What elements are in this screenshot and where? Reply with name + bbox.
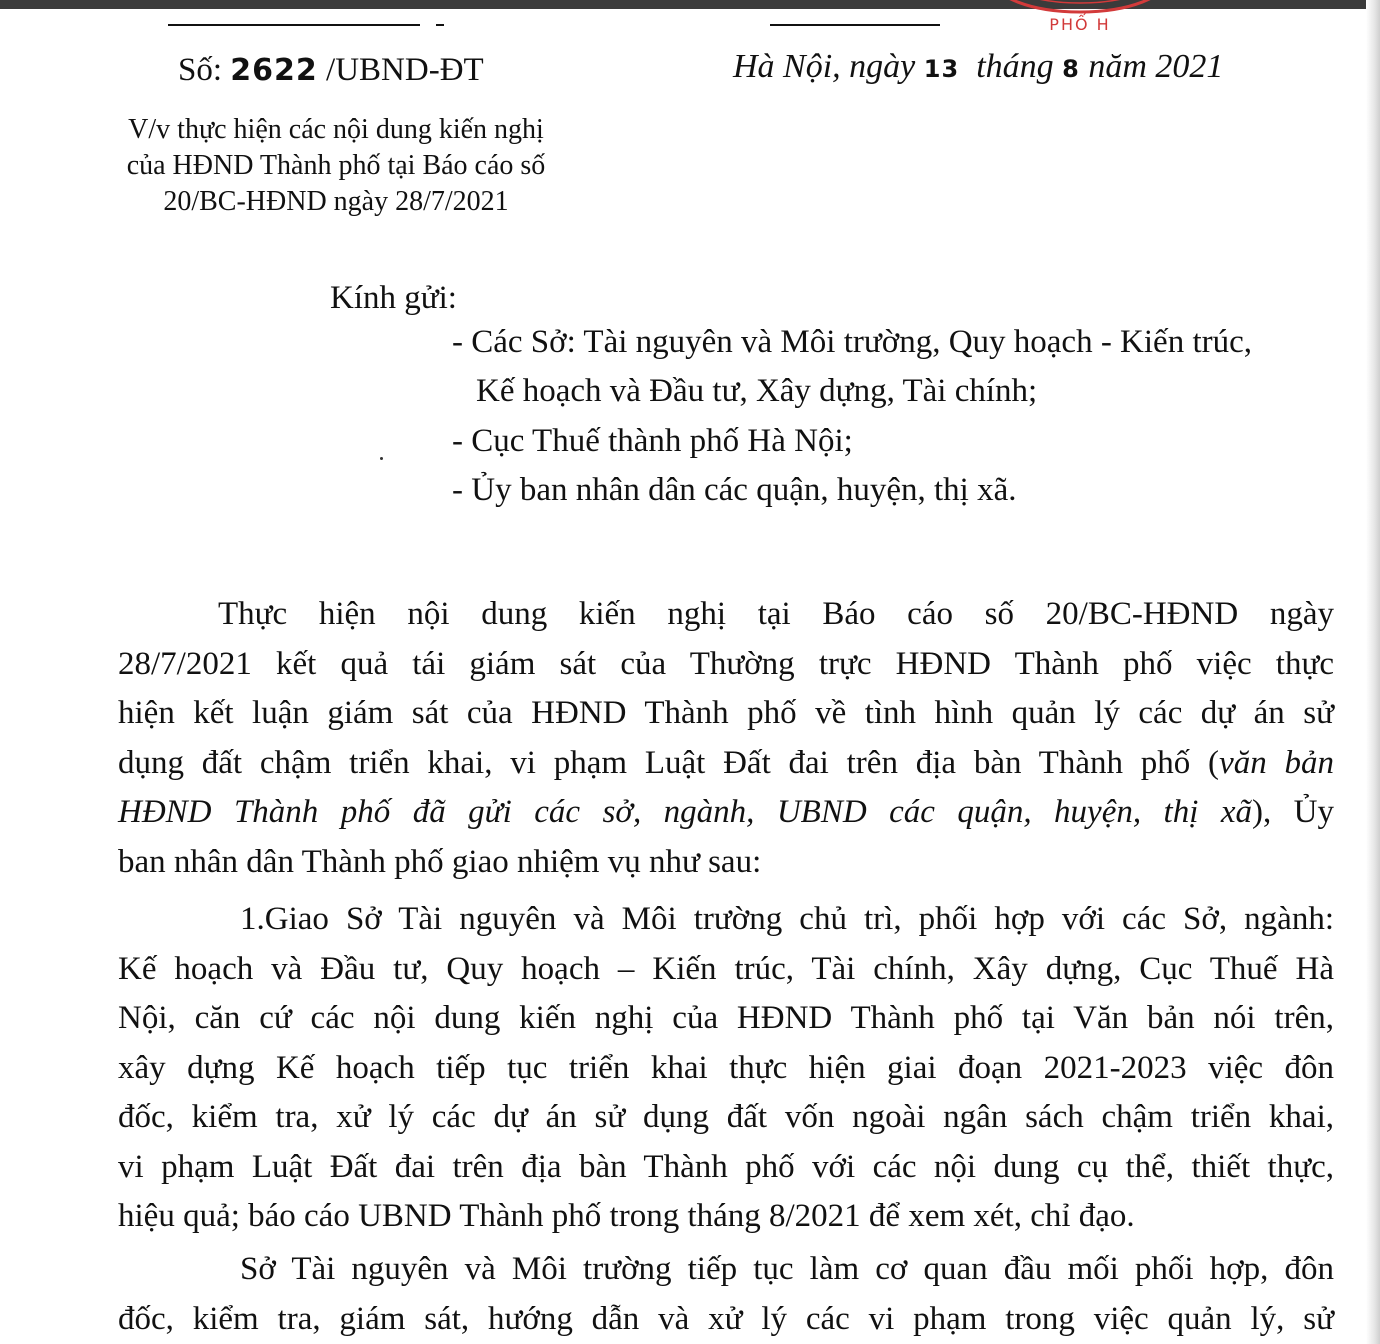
- official-seal-stamp: [985, 0, 1175, 42]
- header-rule-left: [168, 24, 420, 26]
- recipient-item: - Các Sở: Tài nguyên và Môi trường, Quy hoạch - Kiến trúc,: [452, 324, 1253, 360]
- header-rule-right: [770, 24, 940, 26]
- subject-line: của HĐND Thành phố tại Báo cáo số: [126, 150, 546, 181]
- text-segment-italic: HĐND Thành phố đã gửi các sở, ngành, UBND các quận, huyện, thị xã: [118, 794, 1252, 830]
- text-line: hiệu quả; báo cáo UBND Thành phố trong tháng 8/2021 để xem xét, chỉ đạo.: [118, 1198, 1135, 1234]
- recipient-item-continuation: Kế hoạch và Đầu tư, Xây dựng, Tài chính;: [476, 373, 1038, 409]
- body-paragraph-2: [118, 895, 1334, 1242]
- recipients-title: Kính gửi:: [330, 280, 457, 316]
- page-edge-shadow: [1366, 0, 1380, 1344]
- document-number: 2622: [230, 53, 318, 88]
- body-paragraph-3: [118, 1245, 1334, 1344]
- text-line: Thực hiện nội dung kiến nghị tại Báo cáo số 20/BC-HĐND ngày: [218, 596, 1334, 632]
- subject-block: [96, 112, 576, 220]
- date-month-word: tháng: [976, 48, 1054, 85]
- text-line: [118, 788, 1334, 838]
- text-segment: dụng đất chậm triển khai, vi phạm Luật Đất đai trên địa bàn Thành phố (: [118, 744, 1220, 781]
- recipient-item: - Cục Thuế thành phố Hà Nội;: [452, 423, 853, 459]
- text-line: xây dựng Kế hoạch tiếp tục triển khai thực hiện giai đoạn 2021-2023 việc đôn: [118, 1049, 1334, 1086]
- recipient-item: - Ủy ban nhân dân các quận, huyện, thị xã.: [452, 472, 1017, 508]
- text-line: Kế hoạch và Đầu tư, Quy hoạch – Kiến trúc, Tài chính, Xây dựng, Cục Thuế Hà: [118, 950, 1334, 987]
- body-paragraph-1: [118, 590, 1334, 887]
- text-line: hiện kết luận giám sát của HĐND Thành phố về tình hình quản lý các dự án sử: [118, 695, 1334, 731]
- text-line: vi phạm Luật Đất đai trên địa bàn Thành phố với các nội dung cụ thể, thiết thực,: [118, 1148, 1334, 1185]
- stamp-text: PHỐ H: [1049, 15, 1111, 34]
- text-line: Nội, căn cứ các nội dung kiến nghị của HĐND Thành phố tại Văn bản nói trên,: [118, 1000, 1334, 1036]
- text-line: Sở Tài nguyên và Môi trường tiếp tục làm cơ quan đầu mối phối hợp, đôn: [240, 1251, 1334, 1287]
- scan-speck: [380, 457, 383, 460]
- text-segment: ), Ủy: [1251, 794, 1334, 830]
- header-rule-fragment: [436, 24, 444, 26]
- date-month: 8: [1062, 55, 1080, 83]
- date-day: 13: [923, 55, 960, 83]
- issue-date-line: [733, 48, 1223, 86]
- number-suffix: /UBND-ĐT: [326, 52, 484, 88]
- subject-line: V/v thực hiện các nội dung kiến nghị: [128, 114, 544, 145]
- date-prefix: Hà Nội, ngày: [733, 48, 916, 85]
- number-label: Số:: [178, 52, 223, 88]
- text-line: ban nhân dân Thành phố giao nhiệm vụ như sau:: [118, 843, 762, 880]
- text-line: 28/7/2021 kết quả tái giám sát của Thường trực HĐND Thành phố việc thực: [118, 645, 1334, 682]
- text-line: đốc, kiểm tra, giám sát, hướng dẫn và xử lý các vi phạm trong việc quản lý, sử: [118, 1300, 1334, 1337]
- date-year: năm 2021: [1088, 48, 1224, 85]
- subject-line: 20/BC-HĐND ngày 28/7/2021: [163, 186, 509, 217]
- text-line: đốc, kiểm tra, xử lý các dự án sử dụng đất vốn ngoài ngân sách chậm triển khai,: [118, 1099, 1334, 1135]
- document-number-line: [178, 52, 484, 89]
- text-line: 1.Giao Sở Tài nguyên và Môi trường chủ trì, phối hợp với các Sở, ngành:: [240, 901, 1334, 937]
- text-segment-italic: văn bản: [1219, 744, 1334, 781]
- text-line: [118, 739, 1334, 789]
